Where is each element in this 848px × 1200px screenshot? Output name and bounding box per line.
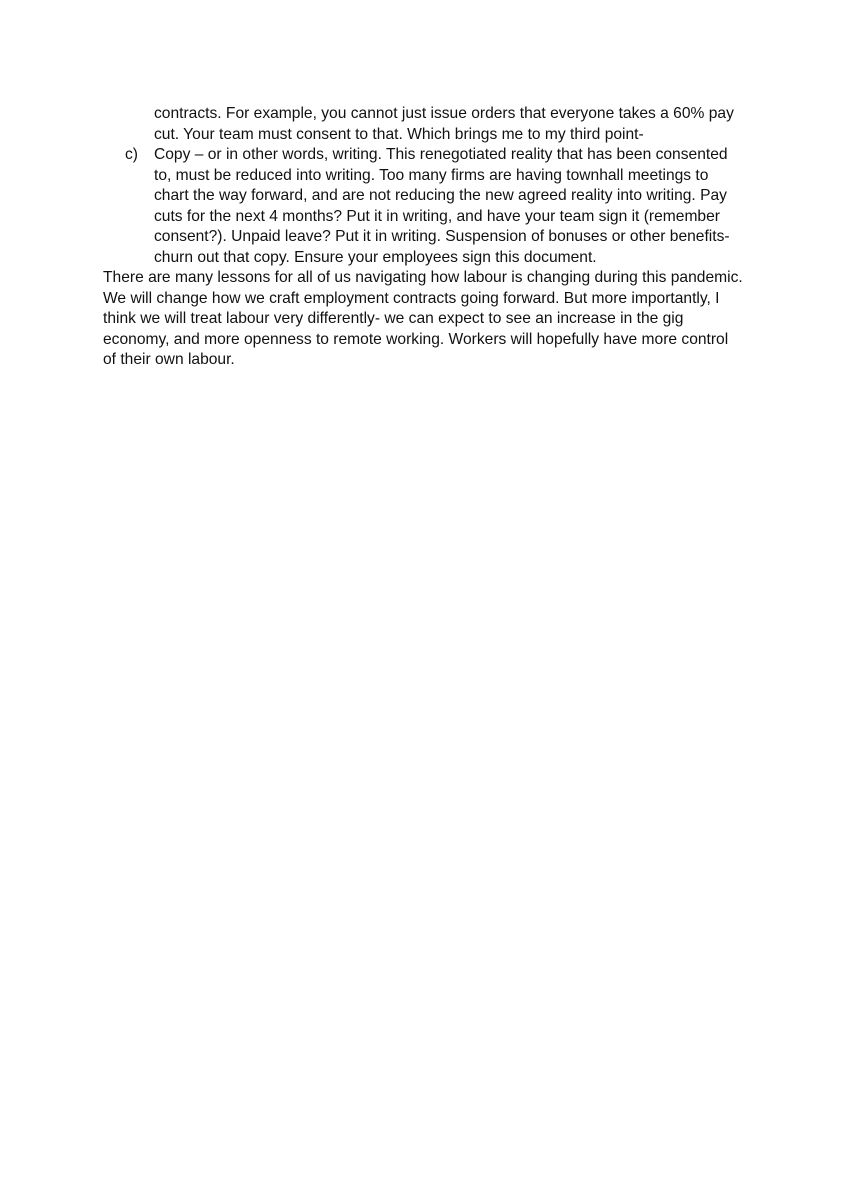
- list-item-body: [154, 145, 753, 268]
- continuation-paragraph: [103, 104, 753, 145]
- text-line: churn out that copy. Ensure your employees sign this document.: [154, 248, 597, 266]
- text-line: cuts for the next 4 months? Put it in writing, and have your team sign it (remember: [154, 207, 720, 225]
- list-item-c: [103, 145, 753, 268]
- text-line: chart the way forward, and are not reducing the new agreed reality into writing. Pay: [154, 187, 727, 204]
- text-line: We will change how we craft employment contracts going forward. But more importantly, I: [103, 289, 720, 307]
- text-line: contracts. For example, you cannot just issue orders that everyone takes a 60% pay: [154, 105, 734, 122]
- text-line: of their own labour.: [103, 351, 235, 368]
- text-line: There are many lessons for all of us navigating how labour is changing during this pandemic.: [103, 269, 743, 286]
- text-line: to, must be reduced into writing. Too many firms are having townhall meetings to: [154, 166, 709, 184]
- document-body: [103, 104, 753, 371]
- text-line: economy, and more openness to remote working. Workers will hopefully have more control: [103, 330, 729, 348]
- list-marker: c): [125, 146, 138, 163]
- closing-paragraph: [103, 268, 753, 371]
- text-line: Copy – or in other words, writing. This renegotiated reality that has been consented: [154, 146, 728, 163]
- text-line: cut. Your team must consent to that. Which brings me to my third point-: [154, 125, 644, 143]
- text-line: think we will treat labour very differently- we can expect to see an increase in the gig: [103, 310, 684, 327]
- text-line: consent?). Unpaid leave? Put it in writing. Suspension of bonuses or other benefits-: [154, 228, 730, 245]
